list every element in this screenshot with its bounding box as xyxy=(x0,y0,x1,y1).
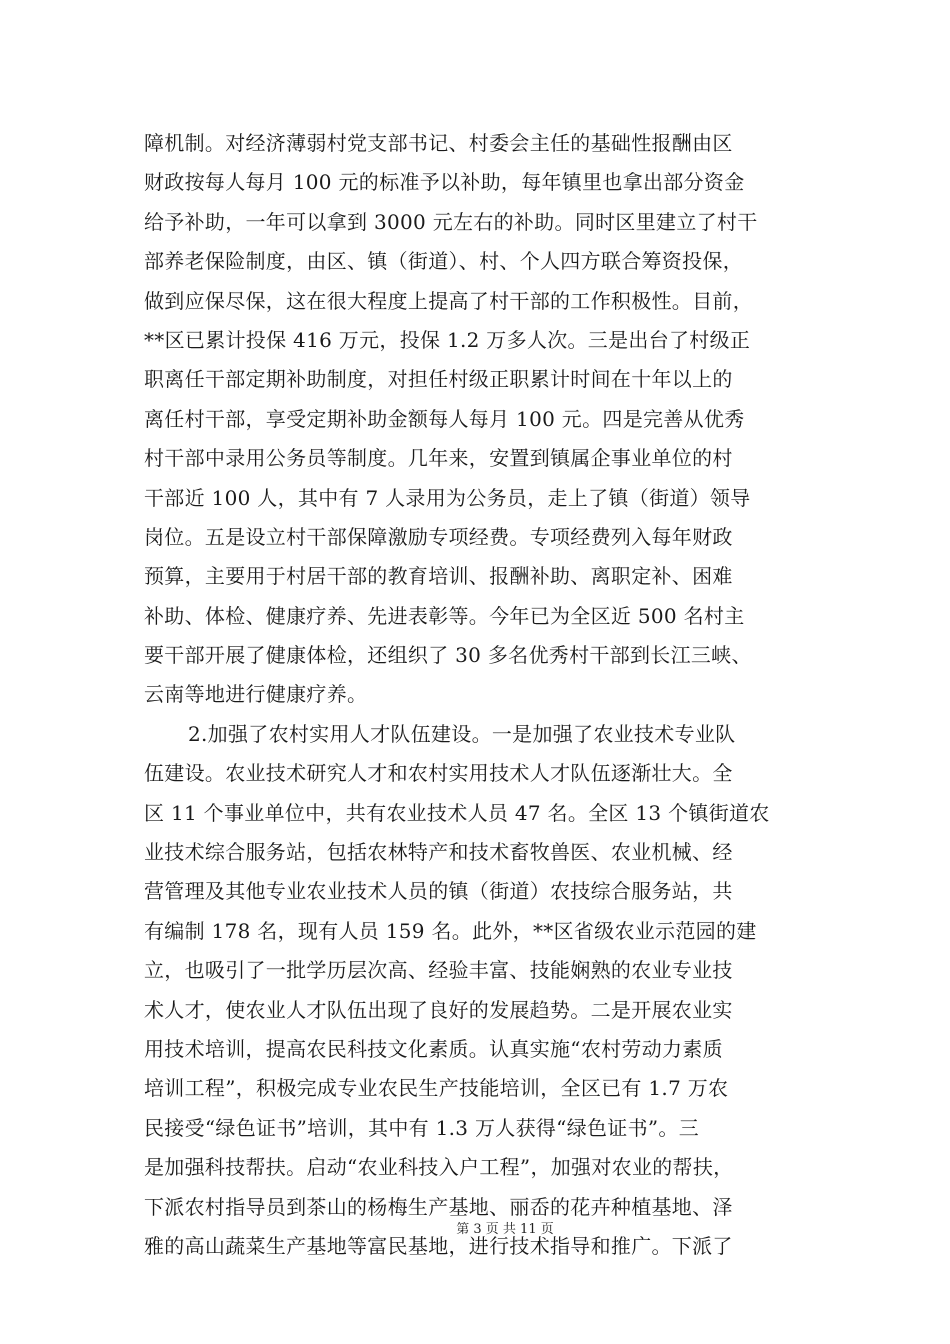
text-line: 部养老保险制度，由区、镇（街道）、村、个人四方联合筹资投保， xyxy=(144,249,743,274)
text-line: 用技术培训，提高农民科技文化素质。认真实施“农村劳动力素质 xyxy=(144,1036,723,1061)
page-number-footer: 第 3 页 共 11 页 xyxy=(456,1222,554,1237)
text-line: 业技术综合服务站，包括农林特产和技术畜牧兽医、农业机械、经 xyxy=(144,840,733,865)
body-text xyxy=(144,124,824,1266)
text-line: 给予补助，一年可以拿到 3000 元左右的补助。同时区里建立了村干 xyxy=(144,209,758,234)
text-line: 干部近 100 人，其中有 7 人录用为公务员，走上了镇（街道）领导 xyxy=(144,485,751,510)
text-line: 要干部开展了健康体检，还组织了 30 多名优秀村干部到长江三峡、 xyxy=(144,643,752,668)
text-line: 区 11 个事业单位中，共有农业技术人员 47 名。全区 13 个镇街道农 xyxy=(144,800,770,825)
text-line: 补助、体检、健康疗养、先进表彰等。今年已为全区近 500 名村主 xyxy=(144,603,745,628)
text-line: 术人才，使农业人才队伍出现了良好的发展趋势。二是开展农业实 xyxy=(144,997,733,1022)
text-line: 预算，主要用于村居干部的教育培训、报酬补助、离职定补、困难 xyxy=(144,564,733,589)
text-line: 立，也吸引了一批学历层次高、经验丰富、技能娴熟的农业专业技 xyxy=(144,958,733,983)
text-line: 职离任干部定期补助制度，对担任村级正职累计时间在十年以上的 xyxy=(144,367,733,392)
text-line: 是加强科技帮扶。启动“农业科技入户工程”，加强对农业的帮扶， xyxy=(144,1155,734,1180)
text-line: 雅的高山蔬菜生产基地等富民基地，进行技术指导和推广。下派了 xyxy=(144,1233,733,1258)
text-line: 村干部中录用公务员等制度。几年来，安置到镇属企事业单位的村 xyxy=(144,446,733,471)
text-line: 财政按每人每月 100 元的标准予以补助，每年镇里也拿出部分资金 xyxy=(144,170,745,195)
text-line: 营管理及其他专业农业技术人员的镇（街道）农技综合服务站，共 xyxy=(144,879,733,904)
text-line: 民接受“绿色证书”培训，其中有 1.3 万人获得“绿色证书”。三 xyxy=(144,1115,700,1140)
text-line: 做到应保尽保，这在很大程度上提高了村干部的工作积极性。目前， xyxy=(144,288,753,313)
paragraph-start-line: 2.加强了农村实用人才队伍建设。一是加强了农业技术专业队 xyxy=(188,721,736,746)
text-line: 障机制。对经济薄弱村党支部书记、村委会主任的基础性报酬由区 xyxy=(144,131,733,155)
text-line: 培训工程”，积极完成专业农民生产技能培训，全区已有 1.7 万农 xyxy=(144,1076,729,1101)
text-line: 伍建设。农业技术研究人才和农村实用技术人才队伍逐渐壮大。全 xyxy=(144,761,733,786)
text-line: 岗位。五是设立村干部保障激励专项经费。专项经费列入每年财政 xyxy=(144,524,733,549)
text-line: 离任村干部，享受定期补助金额每人每月 100 元。四是完善从优秀 xyxy=(144,406,745,431)
text-line: 有编制 178 名，现有人员 159 名。此外，**区省级农业示范园的建 xyxy=(144,918,757,943)
text-line: 下派农村指导员到茶山的杨梅生产基地、丽岙的花卉种植基地、泽 xyxy=(144,1194,733,1219)
text-line: **区已累计投保 416 万元，投保 1.2 万多人次。三是出台了村级正 xyxy=(144,327,751,352)
text-line: 云南等地进行健康疗养。 xyxy=(144,682,368,707)
